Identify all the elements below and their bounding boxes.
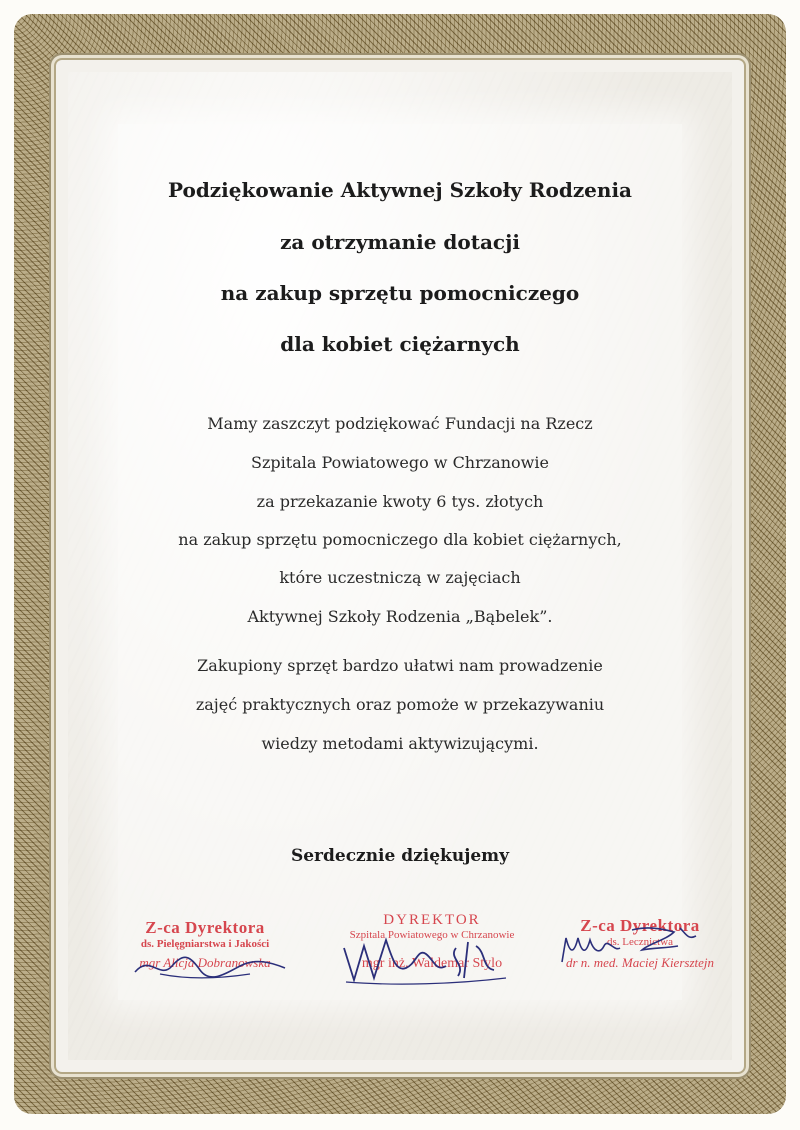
stamp-right-dept: ds. Lecznictwa [607, 935, 673, 948]
paragraph-1-line-1: Mamy zaszczyt podziękować Fundacji na Rzecz [207, 414, 593, 433]
paragraph-1-line-5: które uczestniczą w zajęciach [279, 568, 521, 587]
stamp-left-dept: ds. Pielęgniarstwa i Jakości [140, 937, 270, 950]
stamp-left-role: Z-ca Dyrektora [145, 918, 265, 937]
inner-panel [118, 124, 682, 1000]
stamp-center-role: DYREKTOR [383, 912, 481, 928]
paragraph-1-line-2: Szpitala Powiatowego w Chrzanowie [251, 453, 549, 472]
stamp-right-role: Z-ca Dyrektora [580, 916, 700, 935]
paragraph-1-line-3: za przekazanie kwoty 6 tys. złotych [256, 492, 544, 511]
paragraph-2-line-1: Zakupiony sprzęt bardzo ułatwi nam prowadzenie [197, 656, 603, 675]
title-line-4: dla kobiet ciężarnych [280, 332, 520, 356]
paragraph-2-line-2: zajęć praktycznych oraz pomoże w przekazywaniu [195, 695, 605, 714]
paragraph-1-line-4: na zakup sprzętu pomocniczego dla kobiet ciężarnych, [178, 530, 622, 549]
closing-text: Serdecznie dziękujemy [290, 846, 510, 866]
signature-center [336, 928, 516, 988]
title-line-3: na zakup sprzętu pomocniczego [220, 281, 580, 305]
stamp-center-dept: Szpitala Powiatowego w Chrzanowie [349, 929, 515, 942]
signature-right [556, 918, 706, 974]
stamp-left-person: mgr Alicja Dobranowska [139, 955, 271, 971]
stamp-right-person: dr n. med. Maciej Kiersztejn [565, 955, 715, 971]
signature-left [130, 944, 290, 984]
stamp-center-person: mgr inż. Waldemar Stylo [361, 955, 503, 971]
paragraph-1-line-6: Aktywnej Szkoły Rodzenia „Bąbelek”. [247, 607, 553, 626]
paragraph-2-line-3: wiedzy metodami aktywizującymi. [261, 734, 539, 753]
title-line-2: za otrzymanie dotacji [280, 230, 520, 254]
title-line-1: Podziękowanie Aktywnej Szkoły Rodzenia [167, 178, 633, 202]
